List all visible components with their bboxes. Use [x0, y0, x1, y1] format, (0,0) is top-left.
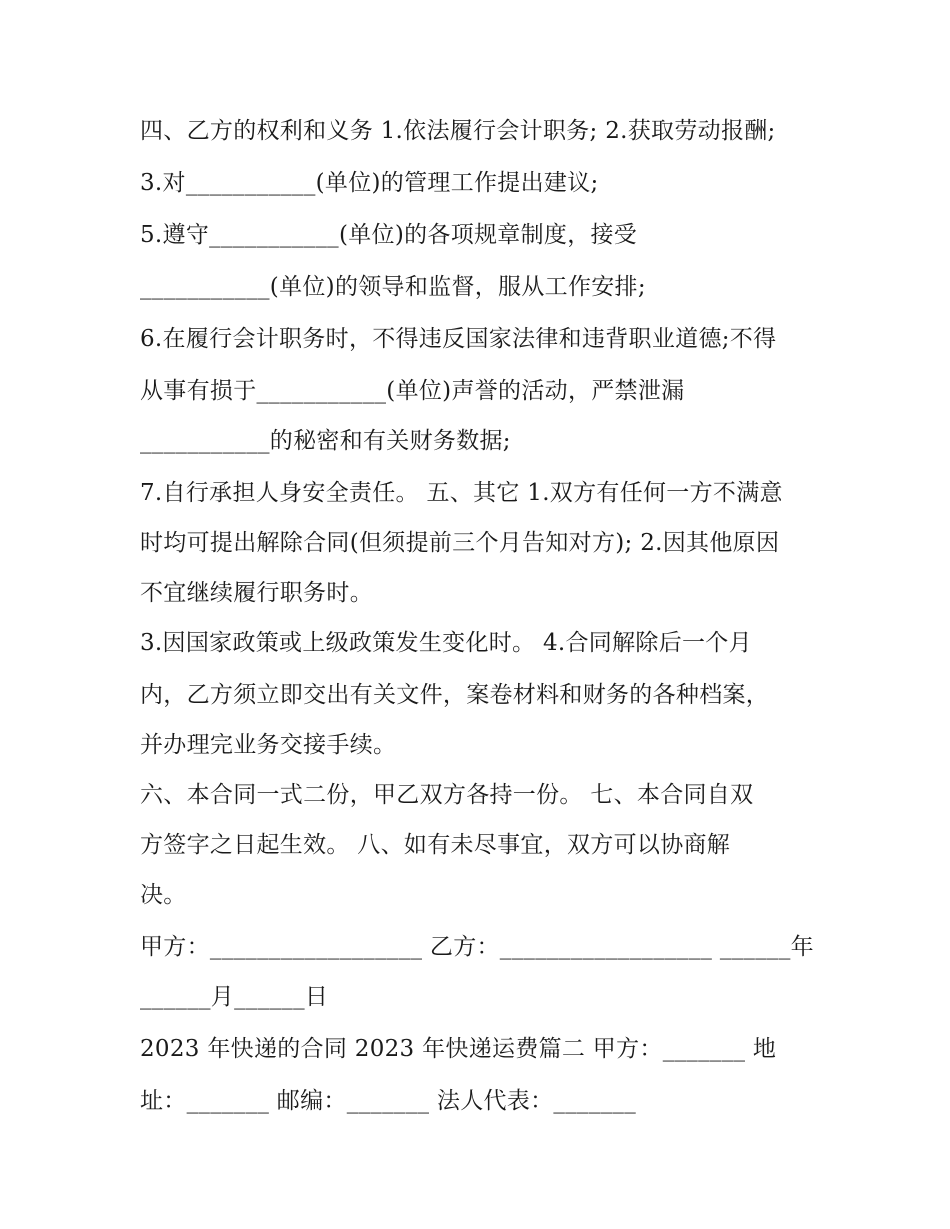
text-line: 六、本合同一式二份，甲乙双方各持一份。 七、本合同自双: [140, 782, 754, 808]
text-line: ___________(单位)的领导和监督，服从工作安排;: [140, 274, 646, 300]
text-line: 方签字之日起生效。 八、如有未尽事宜，双方可以协商解: [140, 832, 731, 858]
text-line: 从事有损于___________(单位)声誉的活动，严禁泄漏: [140, 378, 685, 404]
text-line: 2023 年快递的合同 2023 年快递运费篇二 甲方：_______ 地: [140, 1036, 777, 1062]
text-line: 四、乙方的权利和义务 1.依法履行会计职务; 2.获取劳动报酬;: [140, 118, 776, 144]
text-line: 不宜继续履行职务时。: [140, 580, 373, 606]
text-line: 决。: [140, 882, 187, 908]
date-line: ______月______日: [140, 984, 329, 1010]
text-line: 址：_______ 邮编：_______ 法人代表：_______: [140, 1088, 637, 1114]
text-line: 7.自行承担人身安全责任。 五、其它 1.双方有任何一方不满意: [140, 480, 783, 506]
text-line: 并办理完业务交接手续。: [140, 732, 397, 758]
text-line: 时均可提出解除合同(但须提前三个月告知对方); 2.因其他原因: [140, 530, 780, 556]
text-line: 5.遵守___________(单位)的各项规章制度，接受: [140, 222, 638, 248]
text-line: 3.对___________(单位)的管理工作提出建议;: [140, 170, 599, 196]
text-line: 内，乙方须立即交出有关文件，案卷材料和财务的各种档案，: [140, 682, 770, 708]
text-line: ___________的秘密和有关财务数据;: [140, 428, 511, 454]
text-line: 3.因国家政策或上级政策发生变化时。 4.合同解除后一个月: [140, 630, 752, 656]
text-line: 6.在履行会计职务时，不得违反国家法律和违背职业道德;不得: [140, 326, 777, 352]
signature-line: 甲方：__________________ 乙方：__________________ ______年: [140, 934, 814, 960]
